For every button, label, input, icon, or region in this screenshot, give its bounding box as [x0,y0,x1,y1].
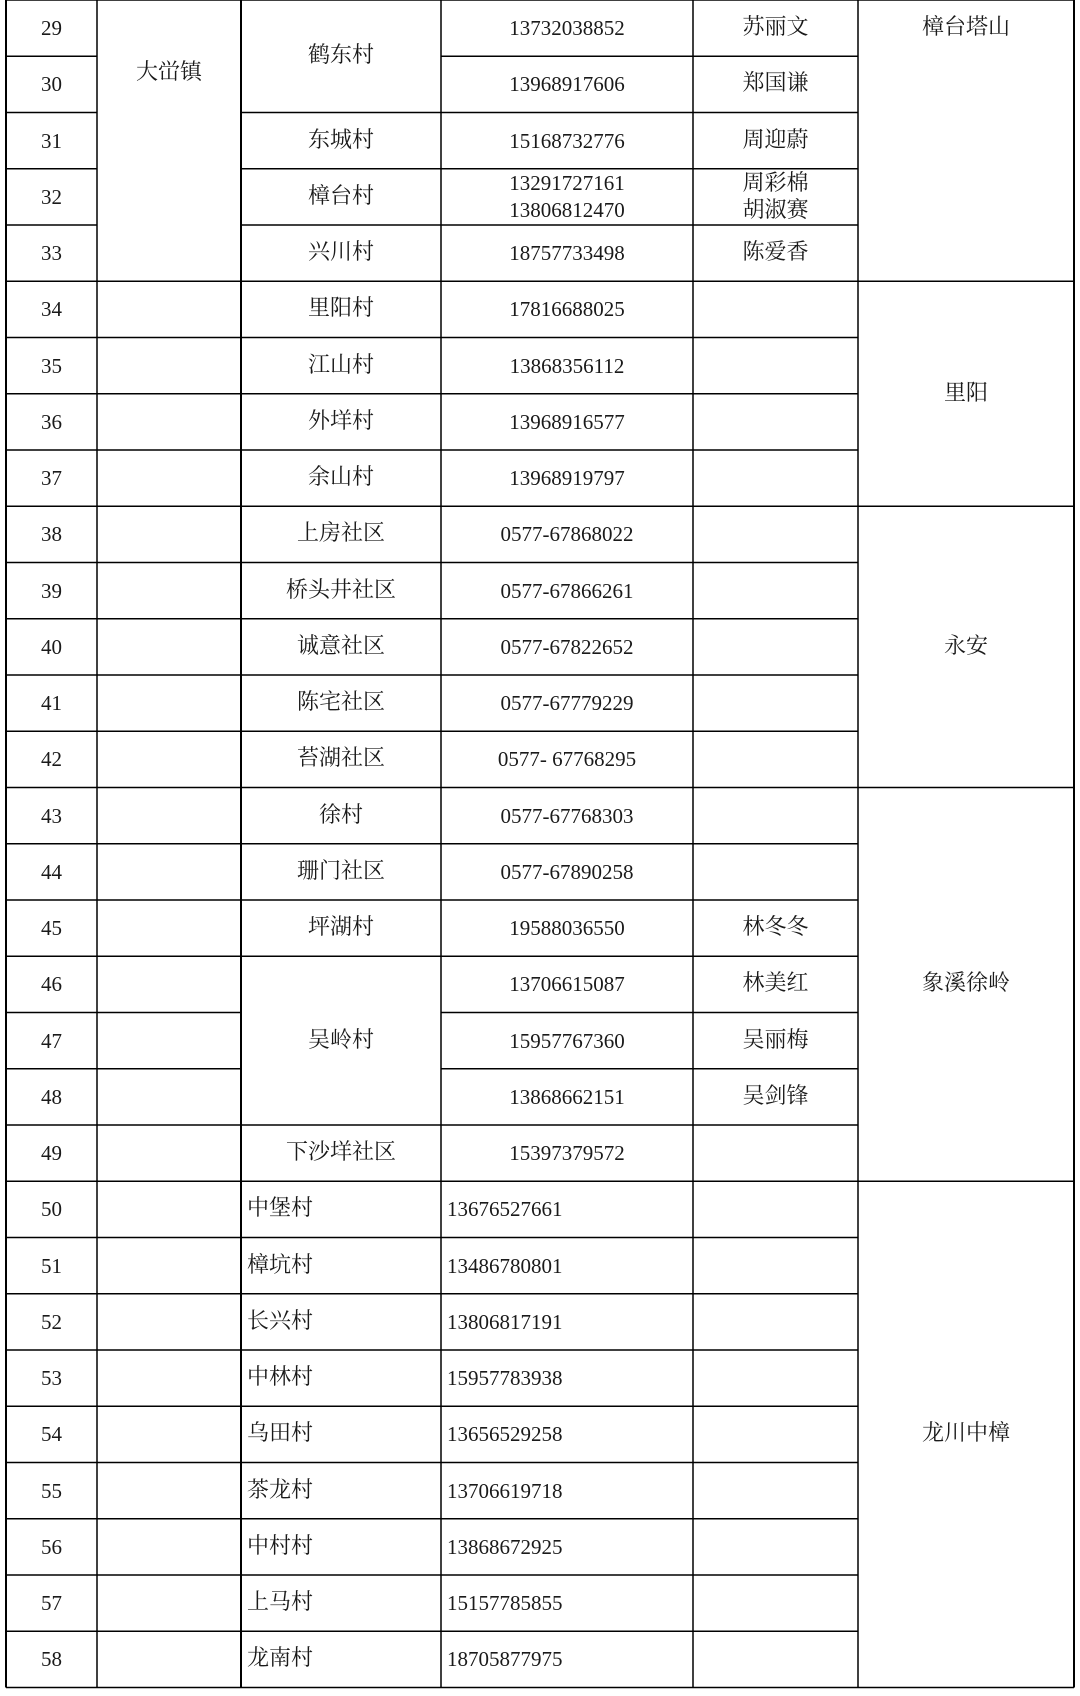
village-name: 吴岭村 [307,1027,374,1053]
phone-number: 0577- 67768295 [497,747,637,772]
village-name: 茶龙村 [247,1477,314,1503]
village-name: 坪湖村 [307,915,374,941]
row-number: 56 [41,1534,62,1559]
row-number: 52 [41,1309,62,1334]
row-number: 29 [41,16,62,41]
village-name: 下沙垟社区 [285,1140,396,1166]
phone-number: 0577-67868022 [500,522,634,547]
village-name: 中林村 [247,1365,314,1391]
village-name: 兴川村 [307,240,374,266]
village-name: 东城村 [307,127,374,153]
village-name: 外垟村 [307,408,374,434]
phone-number: 13968919797 [509,466,625,491]
phone-number: 17816688025 [509,297,625,322]
phone-number: 19588036550 [509,916,625,941]
phone-number: 15157785855 [447,1591,563,1616]
town-name: 大峃镇 [135,59,202,85]
phone-number: 13868356112 [509,353,625,378]
row-number: 41 [41,691,62,716]
row-number: 45 [41,916,62,941]
village-name: 诚意社区 [296,633,385,659]
row-number: 39 [41,578,62,603]
row-number: 51 [41,1253,62,1278]
phone-number: 15957767360 [509,1028,625,1053]
row-number: 55 [41,1478,62,1503]
row-number: 32 [41,184,62,209]
phone-number: 13806817191 [447,1309,563,1334]
row-number: 34 [41,297,62,322]
phone-number: 13968916577 [509,409,625,434]
row-number: 40 [41,634,62,659]
contact-name: 郑国谦 [742,71,809,97]
village-name: 上房社区 [296,521,385,547]
row-number: 30 [41,72,62,97]
row-number: 42 [41,747,62,772]
village-name: 余山村 [307,465,374,491]
village-name: 徐村 [318,802,363,828]
phone-number: 13706615087 [509,972,625,997]
phone-number: 13676527661 [447,1197,563,1222]
row-number: 54 [41,1422,62,1447]
phone-number: 0577-67866261 [500,578,634,603]
village-name: 里阳村 [307,296,374,322]
row-number: 47 [41,1028,62,1053]
village-name: 陈宅社区 [296,690,385,716]
village-name: 中堡村 [247,1196,314,1222]
phone-number: 18757733498 [509,241,625,266]
phone-number: 13706619718 [447,1478,563,1503]
village-name: 樟台村 [307,183,374,209]
village-name: 长兴村 [247,1308,314,1334]
row-number: 43 [41,803,62,828]
village-name: 鹤东村 [307,43,374,69]
village-name: 苔湖社区 [296,746,385,772]
village-name: 江山村 [307,352,374,378]
phone-number: 13868662151 [509,1084,625,1109]
phone-number: 13732038852 [509,16,625,41]
contact-name: 吴丽梅 [742,1027,809,1053]
phone-number: 13968917606 [509,72,625,97]
region-name: 樟台塔山 [921,15,1010,41]
region-name: 里阳 [943,380,988,406]
contact-name: 周彩棉 胡淑赛 [742,170,809,223]
village-name: 珊门社区 [296,858,385,884]
phone-number: 13291727161 13806812470 [509,170,625,222]
row-number: 44 [41,859,62,884]
contact-name: 周迎蔚 [742,127,809,153]
phone-number: 13656529258 [447,1422,563,1447]
row-number: 57 [41,1591,62,1616]
village-name: 龙南村 [247,1646,314,1672]
row-number: 50 [41,1197,62,1222]
village-name: 上马村 [247,1590,314,1616]
phone-number: 13486780801 [447,1253,563,1278]
row-number: 37 [41,466,62,491]
phone-number: 0577-67822652 [500,634,634,659]
phone-number: 15957783938 [447,1366,563,1391]
contact-name: 吴剑锋 [742,1083,809,1109]
village-name: 桥头井社区 [285,577,396,603]
row-number: 58 [41,1647,62,1672]
row-number: 36 [41,409,62,434]
row-number: 48 [41,1084,62,1109]
phone-number: 15397379572 [509,1141,625,1166]
contact-name: 陈爱香 [742,240,809,266]
row-number: 53 [41,1366,62,1391]
contact-name: 林美红 [742,971,809,997]
row-number: 49 [41,1141,62,1166]
phone-number: 13868672925 [447,1534,563,1559]
row-number: 46 [41,972,62,997]
contact-name: 林冬冬 [742,915,809,941]
row-number: 38 [41,522,62,547]
region-name: 龙川中樟 [921,1421,1010,1447]
village-name: 中村村 [247,1533,314,1559]
row-number: 33 [41,241,62,266]
region-name: 永安 [943,633,988,659]
village-name: 樟坑村 [247,1252,314,1278]
phone-number: 0577-67779229 [500,691,634,716]
phone-number: 0577-67768303 [500,803,634,828]
row-number: 31 [41,128,62,153]
region-name: 象溪徐岭 [921,971,1010,997]
phone-number: 15168732776 [509,128,625,153]
row-number: 35 [41,353,62,378]
phone-number: 18705877975 [447,1647,563,1672]
village-name: 乌田村 [247,1421,314,1447]
contact-name: 苏丽文 [742,15,809,41]
phone-number: 0577-67890258 [500,859,634,884]
